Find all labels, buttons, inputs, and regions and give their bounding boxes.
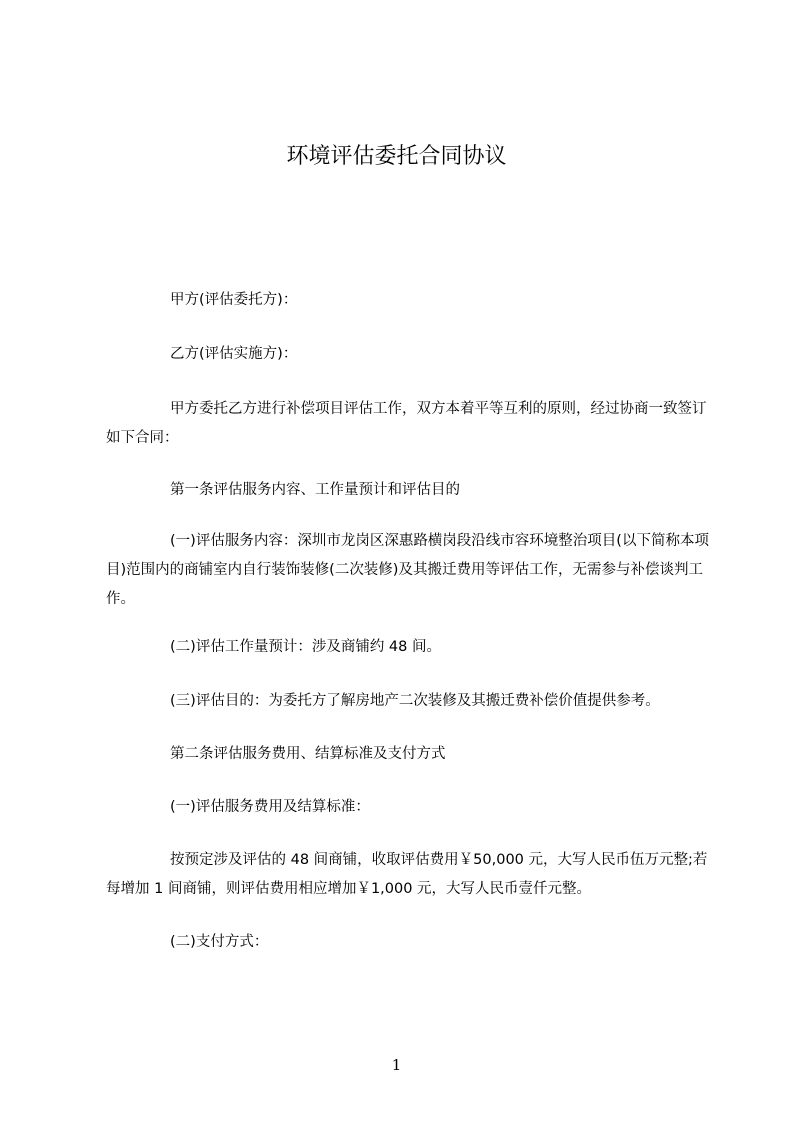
workload-paragraph: (二)评估工作量预计：涉及商铺约 48 间。 bbox=[170, 639, 441, 655]
payment-method-heading: (二)支付方式： bbox=[170, 934, 269, 950]
page-number: 1 bbox=[391, 1056, 402, 1074]
purpose-paragraph: (三)评估目的：为委托方了解房地产二次装修及其搬迁费补偿价值提供参考。 bbox=[170, 693, 660, 709]
party-a-line: 甲方(评估委托方)： bbox=[170, 292, 298, 308]
party-b-line: 乙方(评估实施方)： bbox=[170, 346, 298, 362]
fee-standard-paragraph: 按预定涉及评估的 48 间商铺，收取评估费用￥50,000 元，大写人民币伍万元整;若每增加 1 间商铺，则评估费用相应增加￥1,000 元，大写人民币壹仟元整。 bbox=[106, 852, 708, 897]
article-1-heading: 第一条评估服务内容、工作量预计和评估目的 bbox=[170, 482, 460, 498]
fee-standard-heading: (一)评估服务费用及结算标准： bbox=[170, 799, 370, 815]
service-content-paragraph: (一)评估服务内容：深圳市龙岗区深惠路横岗段沿线市容环境整治项目(以下简称本项目)范围内的商铺室内自行装饰装修(二次装修)及其搬迁费用等评估工作，无需参与补偿谈判工作。 bbox=[106, 533, 709, 607]
document-title: 环境评估委托合同协议 bbox=[286, 144, 507, 169]
article-2-heading: 第二条评估服务费用、结算标准及支付方式 bbox=[170, 746, 446, 762]
preamble-paragraph: 甲方委托乙方进行补偿项目评估工作，双方本着平等互利的原则，经过协商一致签订如下合同： bbox=[106, 401, 707, 446]
